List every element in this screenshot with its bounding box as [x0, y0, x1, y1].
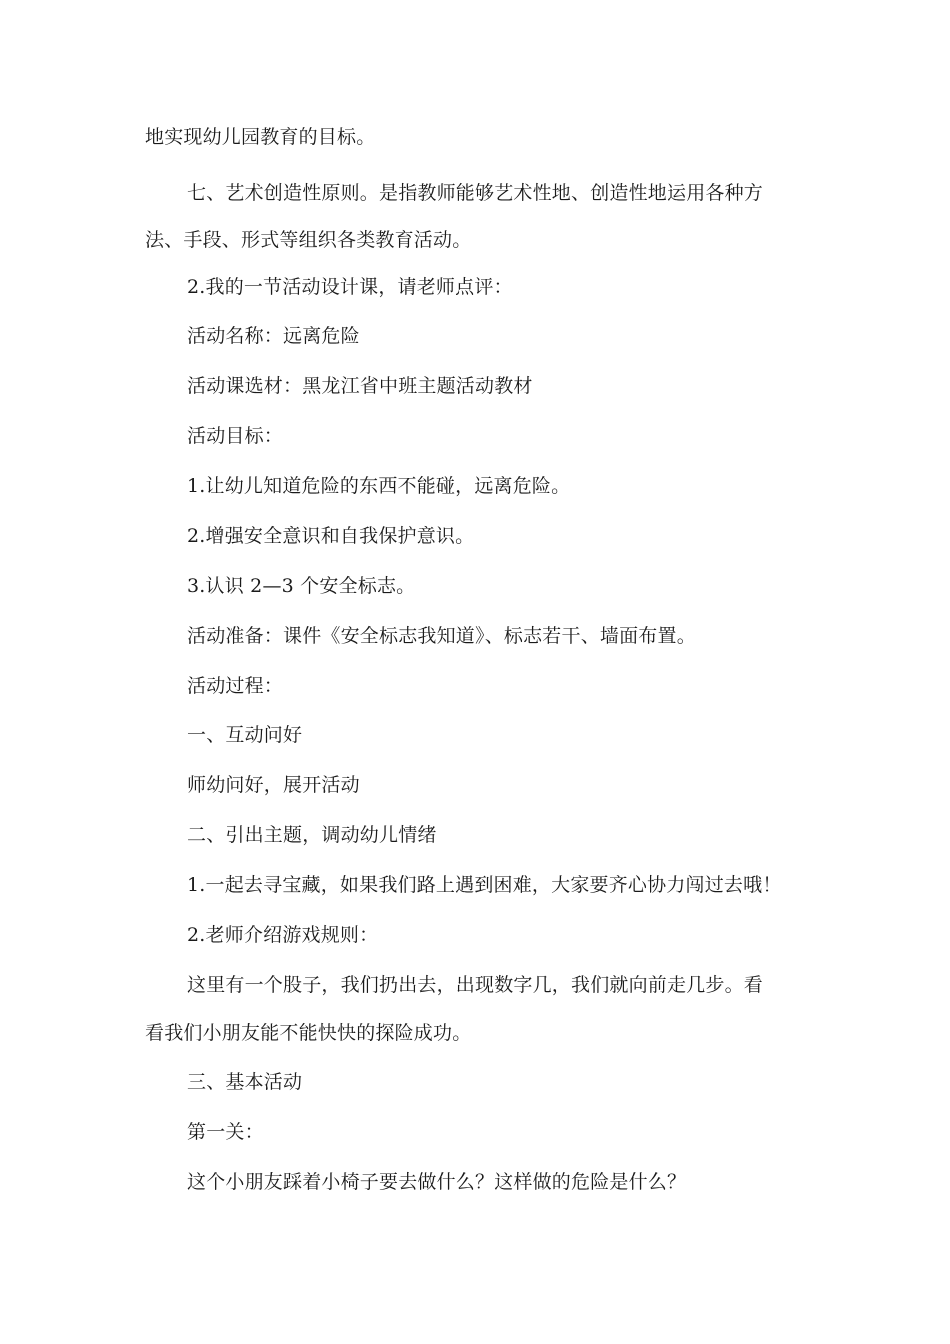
text-line: 活动课选材：黑龙江省中班主题活动教材 — [187, 375, 533, 397]
text-line: 活动名称：远离危险 — [187, 325, 360, 347]
text-line: 活动准备：课件《安全标志我知道》、标志若干、墙面布置。 — [187, 625, 696, 647]
text-line: 活动过程： — [187, 675, 284, 697]
text-line: 这里有一个股子，我们扔出去，出现数字几，我们就向前走几步。看 — [187, 974, 764, 996]
text-line: 3.认识 2—3 个安全标志。 — [187, 575, 416, 597]
text-line: 三、基本活动 — [187, 1071, 303, 1093]
text-line: 二、引出主题，调动幼儿情绪 — [187, 824, 437, 846]
text-line: 2.老师介绍游戏规则： — [187, 924, 379, 946]
text-line: 2.我的一节活动设计课，请老师点评： — [187, 276, 513, 298]
text-line: 2.增强安全意识和自我保护意识。 — [187, 525, 475, 547]
text-line: 七、艺术创造性原则。是指教师能够艺术性地、创造性地运用各种方 — [187, 182, 764, 204]
text-line: 1.一起去寻宝藏，如果我们路上遇到困难，大家要齐心协力闯过去哦！ — [187, 874, 782, 896]
text-line: 1.让幼儿知道危险的东西不能碰，远离危险。 — [187, 475, 571, 497]
text-line: 一、互动问好 — [187, 724, 303, 746]
text-line: 活动目标： — [187, 425, 284, 447]
text-line: 师幼问好，展开活动 — [187, 774, 360, 796]
text-line: 地实现幼儿园教育的目标。 — [145, 126, 376, 148]
text-line: 法、手段、形式等组织各类教育活动。 — [145, 229, 472, 251]
text-line: 第一关： — [187, 1121, 264, 1143]
text-line: 这个小朋友踩着小椅子要去做什么？这样做的危险是什么？ — [187, 1171, 687, 1193]
text-line: 看我们小朋友能不能快快的探险成功。 — [145, 1022, 472, 1044]
